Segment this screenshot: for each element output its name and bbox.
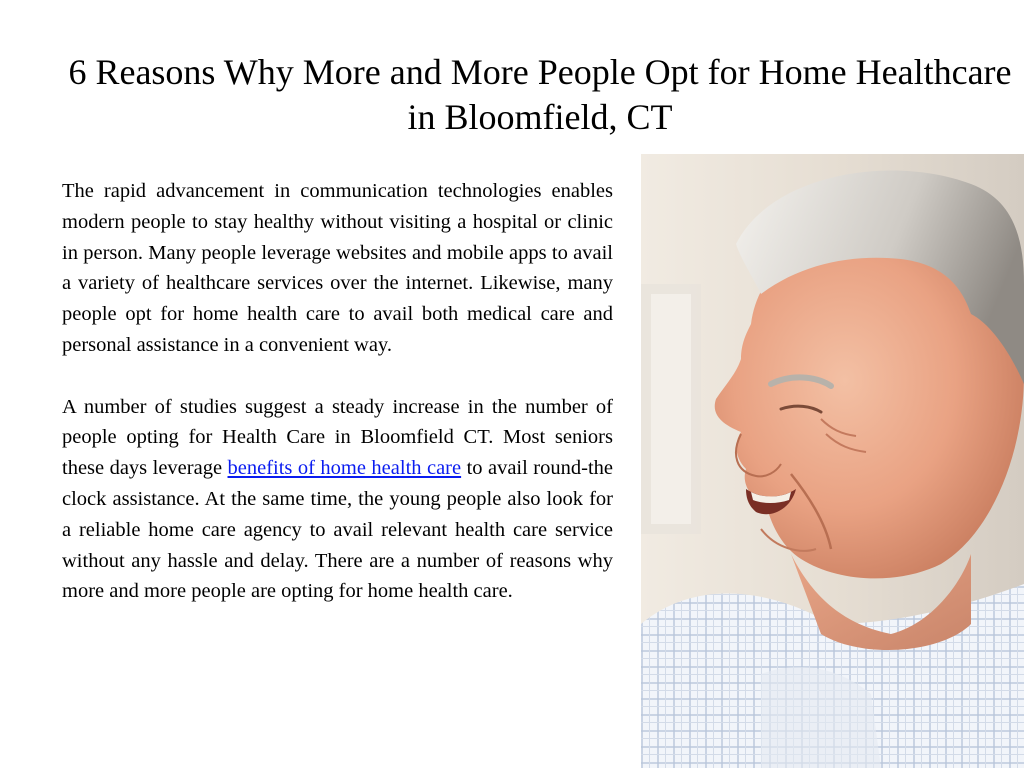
paragraph-2 [62,392,613,608]
benefits-link[interactable]: benefits of home health care [227,457,462,480]
paragraph-2-end: to avail round-the clock assistance. At the same time, the young people also look for a reliable home care agency to avail relevant health care service without any hassle and delay. There are a number of reasons why more and more people are opting for home health care. [62,457,613,603]
paragraph-2-start: A number of studies suggest a steady increase in the number of people opting for Health Care in Bloomfield CT. Most seniors these days leverage [62,395,613,480]
body-text [62,176,613,638]
elderly-man-illustration [641,154,1024,768]
elderly-man-photo [641,154,1024,768]
paragraph-1: The rapid advancement in communication technologies enables modern people to stay healthy without visiting a hospital or clinic in person. Many people leverage websites and mobile apps to avail a variety of healthcare services over the internet. Likewise, many people opt for home health care to avail both medical care and personal assistance in a convenient way. [62,180,613,356]
slide-title: 6 Reasons Why More and More People Opt for Home Healthcare in Bloomfield, CT [68,52,1012,137]
